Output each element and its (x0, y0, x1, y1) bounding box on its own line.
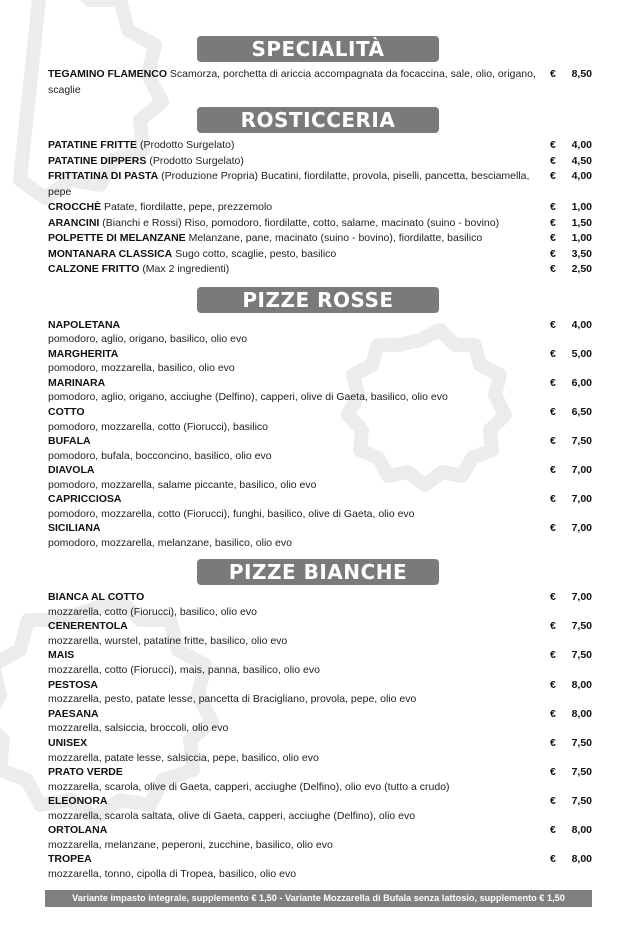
currency-symbol: € (550, 649, 556, 662)
item-name: COTTO (48, 405, 85, 418)
price-value: 1,00 (571, 232, 592, 244)
item-price (550, 823, 592, 838)
item-name-row (48, 765, 592, 780)
item-name-row (48, 736, 592, 751)
menu-item (48, 707, 592, 736)
currency-symbol: € (550, 170, 556, 182)
section-title: PIZZE BIANCHE (197, 559, 439, 585)
item-price (550, 794, 592, 809)
item-name: MONTANARA CLASSICA (48, 247, 173, 260)
item-description: pomodoro, mozzarella, basilico, olio evo (48, 362, 235, 375)
item-name: BUFALA (48, 434, 91, 447)
item-description: mozzarella, cotto (Fiorucci), basilico, olio evo (48, 606, 257, 619)
price-value: 6,50 (571, 405, 592, 418)
item-name: NAPOLETANA (48, 318, 121, 331)
item-name: PATATINE DIPPERS (48, 154, 147, 167)
item-name-row (48, 648, 592, 663)
price-value: 8,50 (571, 68, 592, 80)
price-value: 8,00 (571, 853, 592, 866)
menu-item (48, 247, 592, 263)
item-name-row (48, 823, 592, 838)
currency-symbol: € (550, 318, 556, 331)
item-description: pomodoro, mozzarella, melanzane, basilico, olio evo (48, 536, 292, 549)
item-name: MARGHERITA (48, 347, 119, 360)
currency-symbol: € (550, 853, 556, 866)
item-name-row (48, 852, 592, 867)
price-value: 7,00 (571, 522, 592, 535)
item-name: PESTOSA (48, 678, 98, 691)
menu-item (48, 262, 592, 278)
section-title: SPECIALITÀ (197, 36, 439, 62)
price-value: 7,00 (571, 493, 592, 506)
item-name: ARANCINI (48, 216, 100, 229)
menu-item (48, 463, 592, 492)
item-name: PAESANA (48, 707, 99, 720)
currency-symbol: € (550, 263, 556, 275)
currency-symbol: € (550, 247, 556, 260)
item-price (550, 434, 592, 449)
item-price (550, 231, 592, 246)
item-description: Scamorza, porchetta di ariccia accompagnata da focaccina, sale, olio, origano, scaglie (48, 68, 536, 96)
menu-item (48, 852, 592, 881)
item-name-row (48, 678, 592, 693)
price-value: 4,00 (571, 318, 592, 331)
item-price (550, 736, 592, 751)
item-name: FRITTATINA DI PASTA (48, 170, 159, 182)
price-value: 7,50 (571, 794, 592, 807)
item-price (550, 492, 592, 507)
item-name: CENERENTOLA (48, 620, 128, 633)
item-description: mozzarella, patate lesse, salsiccia, pepe, basilico, olio evo (48, 751, 319, 764)
price-value: 7,50 (571, 620, 592, 633)
menu-item (48, 434, 592, 463)
item-price (550, 216, 592, 231)
currency-symbol: € (550, 493, 556, 506)
currency-symbol: € (550, 736, 556, 749)
menu-item (48, 67, 592, 98)
menu-item (48, 347, 592, 376)
item-price (550, 262, 592, 277)
item-price (550, 463, 592, 478)
item-description: (Max 2 ingredienti) (142, 263, 230, 275)
item-name: CROCCHÈ (48, 201, 102, 213)
price-value: 6,00 (571, 376, 592, 389)
item-description: Sugo cotto, scaglie, pesto, basilico (175, 247, 337, 260)
item-name-row (48, 405, 592, 420)
currency-symbol: € (550, 232, 556, 244)
currency-symbol: € (550, 68, 556, 80)
currency-symbol: € (550, 707, 556, 720)
price-value: 1,00 (571, 201, 592, 213)
menu-section (0, 107, 640, 278)
item-description: mozzarella, wurstel, patatine fritte, basilico, olio evo (48, 635, 288, 648)
price-value: 5,00 (571, 347, 592, 360)
price-value: 7,00 (571, 463, 592, 476)
price-value: 4,00 (571, 170, 592, 182)
menu-item (48, 231, 592, 247)
menu-item (48, 154, 592, 170)
item-name: MAIS (48, 649, 75, 662)
menu-item (48, 216, 592, 232)
item-description: (Produzione Propria) Bucatini, fiordilatte, provola, piselli, pancetta, besciamella, pepe (48, 170, 530, 198)
menu-item (48, 648, 592, 677)
currency-symbol: € (550, 620, 556, 633)
currency-symbol: € (550, 463, 556, 476)
item-description: pomodoro, mozzarella, salame piccante, basilico, olio evo (48, 478, 317, 491)
supplement-footer: Variante impasto integrale, supplemento € 1,50 - Variante Mozzarella di Bufala senza lattosio, supplemento € 1,50 (45, 890, 592, 907)
item-name-row (48, 376, 592, 391)
price-value: 3,50 (571, 247, 592, 260)
price-value: 2,50 (571, 263, 592, 275)
item-name: PATATINE FRITTE (48, 139, 138, 151)
item-price (550, 765, 592, 780)
item-name: ORTOLANA (48, 824, 108, 836)
item-name-row (48, 463, 592, 478)
menu-section (0, 287, 640, 551)
item-name: TROPEA (48, 853, 92, 866)
menu-item (48, 765, 592, 794)
item-name-row (48, 619, 592, 634)
item-description: (Bianchi e Rossi) Riso, pomodoro, fiordilatte, cotto, salame, macinato (suino - bovino) (102, 216, 500, 229)
menu-item (48, 590, 592, 619)
item-description: pomodoro, bufala, bocconcino, basilico, olio evo (48, 449, 272, 462)
item-description: mozzarella, salsiccia, broccoli, olio evo (48, 722, 229, 735)
menu-item (48, 376, 592, 405)
item-price (550, 678, 592, 693)
item-name-row (48, 434, 592, 449)
item-price (550, 852, 592, 867)
menu-item (48, 318, 592, 347)
item-price (550, 619, 592, 634)
menu-item (48, 200, 592, 216)
currency-symbol: € (550, 376, 556, 389)
item-description: (Prodotto Surgelato) (139, 139, 235, 151)
menu-item (48, 678, 592, 707)
currency-symbol: € (550, 591, 556, 604)
menu-section (0, 559, 640, 881)
item-description: mozzarella, scarola, olive di Gaeta, capperi, acciughe (Delfino), olio evo (tutto a crudo) (48, 780, 450, 793)
item-name: BIANCA AL COTTO (48, 591, 145, 604)
item-price (550, 405, 592, 420)
item-description: mozzarella, scarola saltata, olive di Gaeta, capperi, acciughe (Delfino), olio evo (48, 809, 416, 822)
item-description: pomodoro, mozzarella, cotto (Fiorucci), basilico (48, 420, 268, 433)
item-price (550, 169, 592, 184)
item-price (550, 521, 592, 536)
item-name: ELEONORA (48, 794, 108, 807)
menu-item (48, 736, 592, 765)
item-name-row (48, 347, 592, 362)
price-value: 7,00 (571, 591, 592, 604)
price-value: 8,00 (571, 824, 592, 836)
item-name-row (48, 794, 592, 809)
item-description: pomodoro, aglio, origano, basilico, olio evo (48, 333, 248, 346)
item-price (550, 67, 592, 82)
item-price (550, 648, 592, 663)
item-name-row (48, 590, 592, 605)
price-value: 4,50 (571, 154, 592, 167)
price-value: 7,50 (571, 649, 592, 662)
item-price (550, 138, 592, 153)
menu-item (48, 619, 592, 648)
menu-item (48, 823, 592, 852)
item-price (550, 376, 592, 391)
item-price (550, 154, 592, 169)
price-value: 7,50 (571, 736, 592, 749)
price-value: 8,00 (571, 707, 592, 720)
currency-symbol: € (550, 434, 556, 447)
price-value: 1,50 (571, 216, 592, 229)
item-price (550, 247, 592, 262)
item-name: TEGAMINO FLAMENCO (48, 68, 167, 80)
item-price (550, 318, 592, 333)
price-value: 8,00 (571, 678, 592, 691)
item-price (550, 707, 592, 722)
item-name-row (48, 707, 592, 722)
item-name: PRATO VERDE (48, 765, 123, 778)
section-title: PIZZE ROSSE (197, 287, 439, 313)
price-value: 4,00 (571, 139, 592, 151)
menu-item (48, 169, 592, 200)
item-name: CAPRICCIOSA (48, 493, 122, 506)
item-name-row (48, 492, 592, 507)
item-name: DIAVOLA (48, 463, 95, 476)
menu-section (0, 36, 640, 98)
currency-symbol: € (550, 347, 556, 360)
currency-symbol: € (550, 824, 556, 836)
item-description: pomodoro, mozzarella, cotto (Fiorucci), funghi, basilico, olive di Gaeta, olio evo (48, 507, 415, 520)
currency-symbol: € (550, 678, 556, 691)
item-name-row (48, 521, 592, 536)
currency-symbol: € (550, 794, 556, 807)
item-description: mozzarella, cotto (Fiorucci), mais, panna, basilico, olio evo (48, 664, 320, 677)
currency-symbol: € (550, 154, 556, 167)
item-description: mozzarella, tonno, cipolla di Tropea, basilico, olio evo (48, 867, 297, 880)
menu-item (48, 405, 592, 434)
menu-item (48, 138, 592, 154)
item-name: POLPETTE DI MELANZANE (48, 232, 186, 244)
item-description: mozzarella, melanzane, peperoni, zucchine, basilico, olio evo (48, 838, 333, 851)
currency-symbol: € (550, 765, 556, 778)
currency-symbol: € (550, 216, 556, 229)
item-description: (Prodotto Surgelato) (149, 154, 244, 167)
item-description: mozzarella, pesto, patate lesse, pancetta di Bracigliano, provola, pepe, olio evo (48, 693, 417, 706)
item-price (550, 590, 592, 605)
currency-symbol: € (550, 201, 556, 213)
menu-item (48, 794, 592, 823)
item-name-row (48, 318, 592, 333)
item-name: MARINARA (48, 376, 106, 389)
item-name: UNISEX (48, 736, 88, 749)
menu-item (48, 492, 592, 521)
price-value: 7,50 (571, 434, 592, 447)
menu-item (48, 521, 592, 550)
price-value: 7,50 (571, 765, 592, 778)
item-description: pomodoro, aglio, origano, acciughe (Delfino), capperi, olive di Gaeta, basilico, olio evo (48, 391, 448, 404)
item-price (550, 200, 592, 215)
section-title: ROSTICCERIA (197, 107, 439, 133)
item-description: Patate, fiordilatte, pepe, prezzemolo (104, 201, 273, 213)
item-name: SICILIANA (48, 522, 101, 535)
item-description: Melanzane, pane, macinato (suino - bovino), fiordilatte, basilico (188, 232, 483, 244)
item-price (550, 347, 592, 362)
currency-symbol: € (550, 139, 556, 151)
item-name: CALZONE FRITTO (48, 263, 140, 275)
currency-symbol: € (550, 522, 556, 535)
currency-symbol: € (550, 405, 556, 418)
